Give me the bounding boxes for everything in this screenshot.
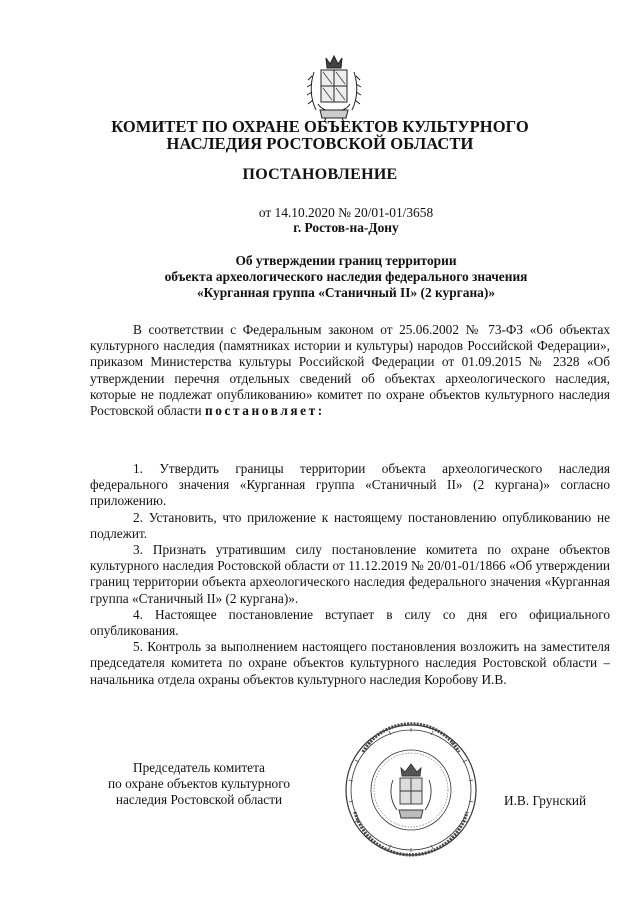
subject-line3: «Курганная группа «Станичный II» (2 кургана)» (196, 285, 496, 300)
signatory-name: И.В. Грунский (504, 793, 587, 808)
signatory-title-line1: Председатель комитета (133, 760, 265, 775)
decree-item-3: 3. Признать утратившим силу постановление комитета по охране объектов культурного наследия Ростовской области от 11.12.2019 № 20/01-01/1866 «Об утверждении границ территории объекта археологического наследия федерального значения «Курганная группа «Станичный II» (2 кургана)». (90, 542, 610, 606)
document-type: ПОСТАНОВЛЕНИЕ (242, 166, 398, 183)
signatory-title-line2: по охране объектов культурного (108, 776, 290, 791)
date-number: от 14.10.2020 № 20/01-01/3658 (258, 205, 434, 220)
coat-of-arms-icon (306, 54, 362, 124)
decree-word: постановляет: (204, 403, 325, 419)
decree-item-4: 4. Настоящее постановление вступает в силу со дня его официального опубликования. (90, 606, 610, 639)
official-seal-icon (343, 722, 479, 858)
preamble (90, 322, 610, 419)
decree-item-2: 2. Установить, что приложение к настоящему постановлению опубликованию не подлежит. (90, 509, 610, 541)
city: г. Ростов-на-Дону (293, 220, 399, 235)
signatory-title-line3: наследия Ростовской области (115, 792, 283, 807)
preamble-text: В соответствии с Федеральным законом от 25.06.2002 № 73-ФЗ «Об объектах культурного наследия (памятниках истории и культуры) народов Российской Федерации», приказом Министерства культуры Российской Федерации от 01.09.2015 № 2328 «Об утверждении перечня отдельных сведений об объектах археологического наследия, которые не подлежат опубликованию» комитет по охране объектов культурного наследия Ростовской области (90, 322, 610, 419)
subject-line1: Об утверждении границ территории (235, 253, 457, 268)
decree-item-5: 5. Контроль за выполнением настоящего постановления возложить на заместителя председателя комитета по охране объектов культурного наследия Ростовской области – начальника отдела охраны объектов культурного наследия Коробову И.В. (90, 639, 610, 687)
signatory-title (90, 760, 308, 808)
decree-items (90, 461, 610, 688)
org-name-line1: КОМИТЕТ ПО ОХРАНЕ ОБЪЕКТОВ КУЛЬТУРНОГО (111, 117, 529, 136)
org-name-line2: НАСЛЕДИЯ РОСТОВСКОЙ ОБЛАСТИ (166, 134, 474, 153)
decree-item-1: 1. Утвердить границы территории объекта археологического наследия федерального значения «Курганная группа «Станичный II» (2 кургана)» согласно приложению. (90, 461, 610, 509)
subject-line2: объекта археологического наследия федерального значения (164, 269, 528, 284)
